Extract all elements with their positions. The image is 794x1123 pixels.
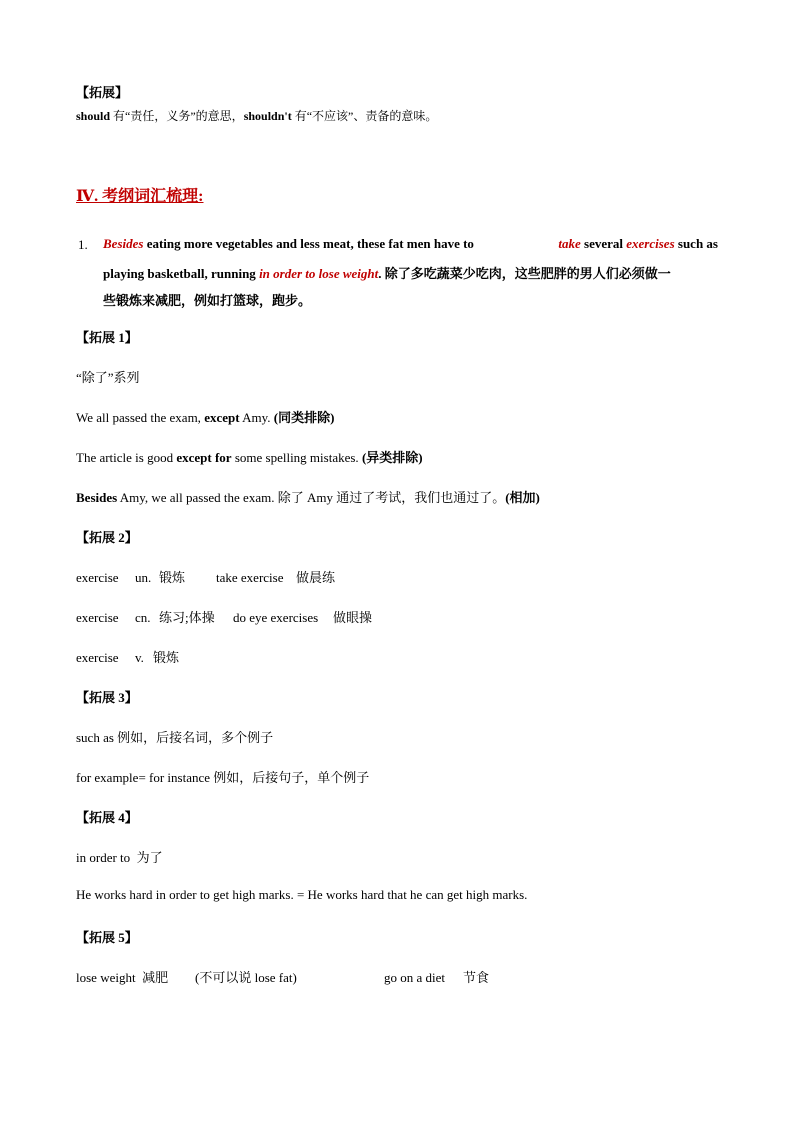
r1-phrase: take exercise [216,570,284,585]
expand3-title: 【拓展 3】 [76,690,138,705]
ex2-except-for: except for [176,450,232,465]
expand2-row2 [76,607,372,626]
ex3-besides: Besides [76,490,118,505]
ex2-note: (异类排除) [361,450,423,465]
ex1-except: except [204,410,240,425]
expand4-title: 【拓展 4】 [76,810,138,825]
exercises-word: exercises [626,236,675,251]
r3-word: exercise [76,650,119,665]
take-word: take [558,236,581,251]
expand4-line1: in order to 为了 [76,850,163,865]
expand1-example1 [76,407,334,426]
expand2-title: 【拓展 2】 [76,530,138,545]
lose-weight: lose weight 减肥 [76,970,169,985]
should-word: should [76,109,111,123]
expand4-line2: He works hard in order to get high marks. = He works hard that he can get high marks. [76,887,528,902]
expand1-series: “除了”系列 [76,370,140,385]
expand-title: 【拓展】 [76,85,129,100]
r3-meaning: 锻炼 [153,650,180,665]
expand5-title: 【拓展 5】 [76,930,138,945]
expand2-row3 [76,647,179,666]
shouldnt-meaning: 有“不应该”、责备的意味。 [291,109,438,123]
r1-phrase-meaning: 做晨练 [296,570,336,585]
item1-line2 [103,263,671,282]
r3-pos: v. [135,650,144,665]
item1-line3: 些锻炼来减肥，例如打篮球，跑步。 [103,293,312,308]
ex1-a: We all passed the exam, [76,410,205,425]
go-on-diet: go on a diet [384,970,446,985]
r1-pos: un. [135,570,152,585]
lose-fat-note: (不可以说 lose fat) [195,970,297,985]
ex1-c: Amy. [239,410,274,425]
r2-phrase-meaning: 做眼操 [333,610,373,625]
item1-line2-a: playing basketball, running [103,266,260,281]
expand-should-line [76,107,437,124]
item1-text-a: eating more vegetables and less meat, these fat men have to [143,236,478,251]
should-meaning: 有“责任，义务”的意思， [110,109,244,123]
ex1-note: (同类排除) [273,410,335,425]
besides-word: Besides [103,236,144,251]
expand2-row1 [76,567,335,586]
r2-pos: cn. [135,610,151,625]
ex3-note: (相加) [505,490,540,505]
expand1-example2 [76,447,423,466]
expand1-example3 [76,487,540,506]
ex2-c: some spelling mistakes. [231,450,362,465]
item1-text-c: such as [674,236,718,251]
r2-word: exercise [76,610,119,625]
expand5-line [76,967,489,986]
item1-line2-b: . 除了多吃蔬菜少吃肉，这些肥胖的男人们必须做一 [378,266,671,281]
shouldnt-word: shouldn't [243,109,292,123]
item1-text-b: several [580,236,627,251]
expand1-title: 【拓展 1】 [76,330,138,345]
r2-meaning: 练习;体操 [159,610,215,625]
r1-meaning: 锻炼 [159,570,186,585]
in-order-phrase: in order to lose weight [259,266,379,281]
item1-line1 [103,236,718,252]
item-number: 1. [78,237,88,252]
section-heading: Ⅳ. 考纲词汇梳理: [76,188,204,205]
ex3-b: Amy, we all passed the exam. 除了 Amy 通过了考试，我们也通过了。 [117,490,506,505]
expand3-line2: for example= for instance 例如，后接句子，单个例子 [76,770,370,785]
expand3-line1: such as 例如，后接名词，多个例子 [76,730,274,745]
r2-phrase: do eye exercises [233,610,319,625]
ex2-a: The article is good [76,450,177,465]
diet-meaning: 节食 [463,970,490,985]
r1-word: exercise [76,570,119,585]
